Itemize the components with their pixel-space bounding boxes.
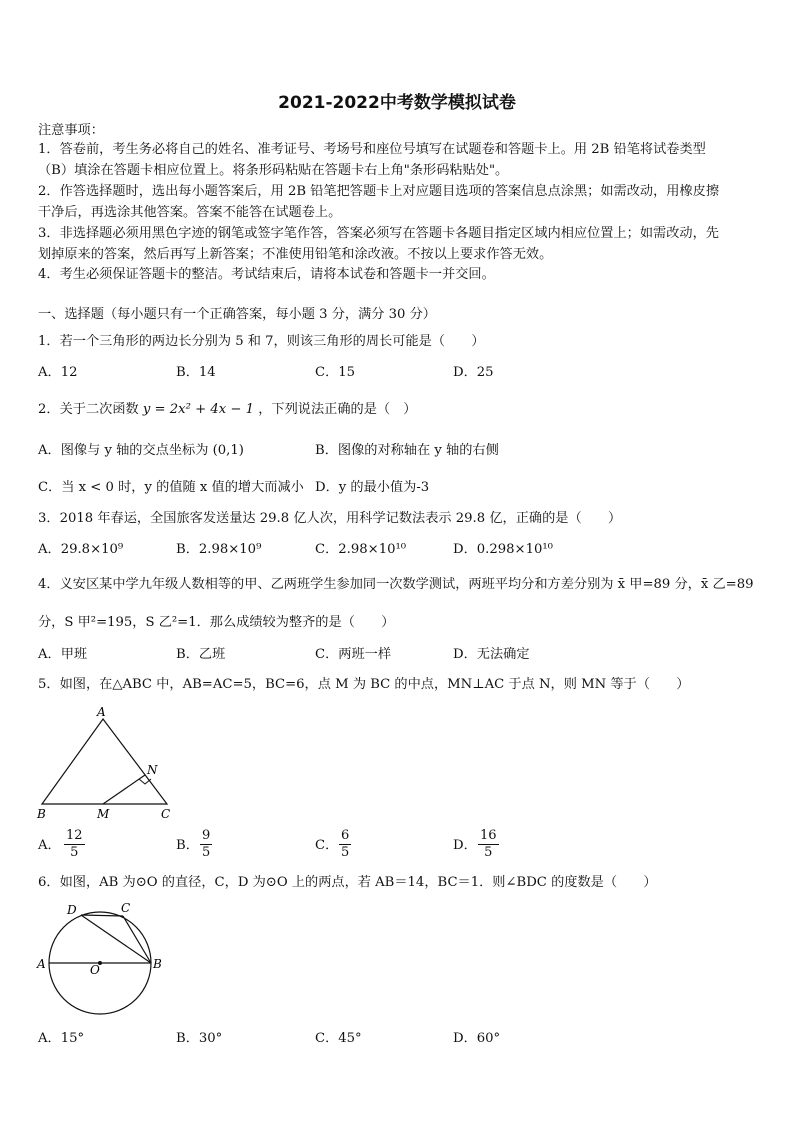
label-a: A <box>97 705 106 719</box>
question-3-stem: 3．2018 年春运，全国旅客发送量达 29.8 亿人次，用科学记数法表示 29.8 亿，正确的是（ ） <box>38 511 622 526</box>
fraction-numerator: 9 <box>202 828 211 843</box>
q4-option-d: D．无法确定 <box>453 647 530 662</box>
q5-option-b-fraction <box>200 828 212 861</box>
q6-option-a: A．15° <box>38 1031 85 1046</box>
fraction-denominator: 5 <box>202 845 211 860</box>
section-heading: 一、选择题（每小题只有一个正确答案，每小题 3 分，满分 30 分） <box>38 307 436 322</box>
q5-option-a-fraction <box>64 828 85 861</box>
q3-option-d: D．0.298×10¹⁰ <box>453 542 553 557</box>
fraction-denominator: 5 <box>70 845 79 860</box>
notice-line: 4．考生必须保证答题卡的整洁。考试结束后，请将本试卷和答题卡一并交回。 <box>38 267 495 282</box>
q5-option-c-letter: C． <box>315 838 339 853</box>
q1-option-b: B．14 <box>176 365 216 380</box>
q6-option-c: C．45° <box>315 1031 362 1046</box>
notice-line: 划掉原来的答案，然后再写上新答案；不准使用铅笔和涂改液。不按以上要求作答无效。 <box>38 247 553 262</box>
label-a: A <box>37 957 46 971</box>
question-4-line-1: 4．义安区某中学九年级人数相等的甲、乙两班学生参加同一次数学测试，两班平均分和方差分别为 x̄ 甲=89 分，x̄ 乙=89 <box>38 577 754 592</box>
chord-db <box>81 915 151 963</box>
q3-option-a: A．29.8×10⁹ <box>38 542 124 557</box>
page-title: 2021-2022中考数学模拟试卷 <box>278 93 516 113</box>
question-5-stem: 5．如图，在△ABC 中，AB=AC=5，BC=6，点 M 为 BC 的中点，MN⊥AC 于点 N，则 MN 等于（ ） <box>38 677 690 692</box>
q3-option-c: C．2.98×10¹⁰ <box>315 542 407 557</box>
q2-option-a: A．图像与 y 轴的交点坐标为 (0,1) <box>38 443 244 458</box>
q4-option-a: A．甲班 <box>38 647 88 662</box>
label-n: N <box>147 763 158 777</box>
fraction-numerator: 16 <box>480 828 497 843</box>
notice-line: 3．非选择题必须用黑色字迹的钢笔或签字笔作答，答案必须写在答题卡各题目指定区域内相应位置上；如需改动，先 <box>38 226 719 241</box>
label-d: D <box>67 903 77 917</box>
fraction-denominator: 5 <box>341 845 350 860</box>
q3-option-b: B．2.98×10⁹ <box>176 542 262 557</box>
q2-option-b: B．图像的对称轴在 y 轴的右侧 <box>315 443 499 458</box>
q2-option-d: D．y 的最小值为-3 <box>315 480 430 495</box>
q2-formula: y = 2x² + 4x − 1 <box>142 402 254 417</box>
label-m: M <box>97 807 110 821</box>
fraction-denominator: 5 <box>484 845 493 860</box>
notice-heading: 注意事项： <box>38 123 104 138</box>
question-1-stem: 1．若一个三角形的两边长分别为 5 和 7，则该三角形的周长可能是（ ） <box>38 334 485 349</box>
label-b: B <box>37 807 46 821</box>
circle-figure <box>34 900 168 1018</box>
q2-stem-start: 2．关于二次函数 <box>38 402 139 417</box>
q5-option-a-letter: A． <box>38 838 61 853</box>
chord-cb <box>123 916 151 963</box>
fraction-numerator: 12 <box>66 828 83 843</box>
question-6-stem: 6．如图，AB 为⊙O 的直径，C，D 为⊙O 上的两点，若 AB＝14，BC＝1．则∠BDC 的度数是（ ） <box>38 875 657 890</box>
q5-option-d-fraction <box>478 828 499 861</box>
label-c: C <box>161 807 171 821</box>
notice-line: 1．答卷前，考生务必将自己的姓名、准考证号、考场号和座位号填写在试题卷和答题卡上。用 2B 铅笔将试卷类型 <box>38 142 706 157</box>
q6-option-d: D．60° <box>453 1031 501 1046</box>
label-c: C <box>121 901 131 915</box>
triangle-figure <box>30 704 180 822</box>
fraction-numerator: 6 <box>341 828 350 843</box>
q1-option-c: C．15 <box>315 365 356 380</box>
triangle-abc <box>42 719 167 804</box>
q5-option-c-fraction <box>339 828 351 861</box>
notice-line: （B）填涂在答题卡相应位置上。将条形码粘贴在答题卡右上角"条形码粘贴处"。 <box>38 163 509 178</box>
q5-option-b-letter: B． <box>176 838 199 853</box>
q1-option-a: A．12 <box>38 365 78 380</box>
q2-stem-end: ，下列说法正确的是（ ） <box>258 402 417 417</box>
question-2-stem <box>38 401 416 419</box>
q6-option-b: B．30° <box>176 1031 223 1046</box>
q1-option-d: D．25 <box>453 365 494 380</box>
q4-option-c: C．两班一样 <box>315 647 392 662</box>
segment-mn <box>103 775 145 804</box>
label-o: O <box>90 963 100 977</box>
q2-option-c: C．当 x < 0 时，y 的值随 x 值的增大而减小 <box>38 480 304 495</box>
label-b: B <box>153 957 162 971</box>
notice-line: 干净后，再选涂其他答案。答案不能答在试题卷上。 <box>38 205 342 220</box>
notice-line: 2．作答选择题时，选出每小题答案后，用 2B 铅笔把答题卡上对应题目选项的答案信息点涂黑；如需改动，用橡皮擦 <box>38 184 720 199</box>
question-4-line-2: 分，S 甲²=195，S 乙²=1．那么成绩较为整齐的是（ ） <box>38 615 395 630</box>
q5-option-d-letter: D． <box>453 838 477 853</box>
q4-option-b: B．乙班 <box>176 647 226 662</box>
